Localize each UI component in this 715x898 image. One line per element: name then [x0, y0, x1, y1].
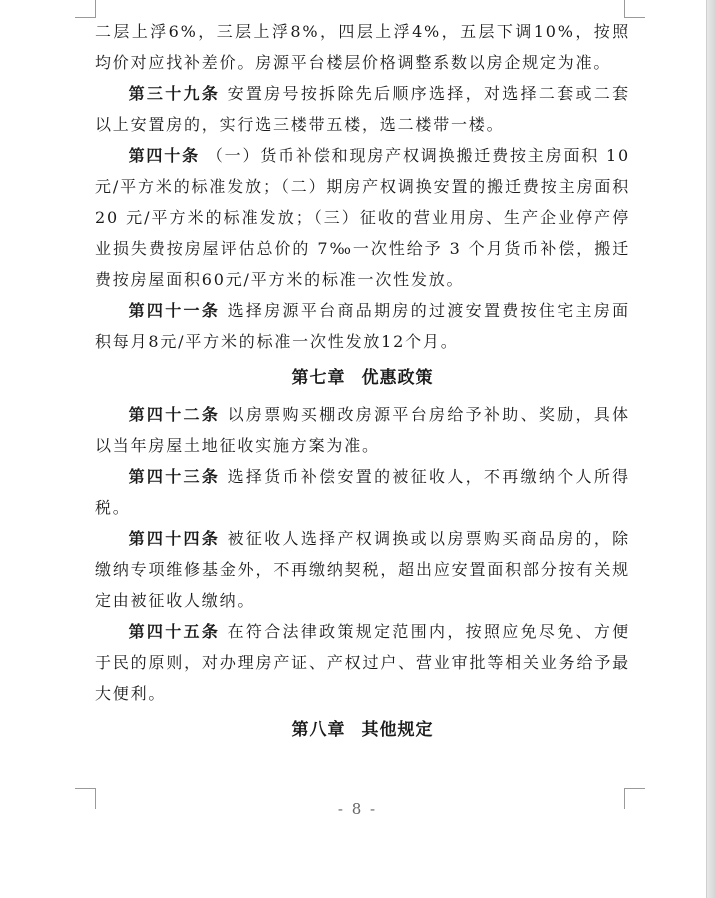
article-label: 第四十条 [128, 146, 200, 165]
crop-mark-top-left [75, 0, 96, 18]
article-text: 以房票购买棚改房源平台房给予补助、奖励，具体以当年房屋土地征收实施方案为准。 [95, 405, 630, 455]
article-40 [95, 140, 630, 295]
page-number: - 8 - [337, 800, 378, 818]
article-text: 安置房号按拆除先后顺序选择，对选择二套或二套以上安置房的，实行选三楼带五楼，选二楼带一楼。 [95, 84, 630, 134]
article-label: 第四十四条 [128, 529, 221, 548]
article-text: （一）货币补偿和现房产权调换搬迁费按主房面积 10 元/平方米的标准发放；（二）期房产权调换安置的搬迁费按主房面积 20 元/平方米的标准发放；（三）征收的营业用房、生产企业停产停业损失费按房屋评估总价的 7‰一次性给予 3 个月货币补偿，搬迁费按房屋面积60元/平方米的标准一次性发放。 [95, 146, 630, 289]
document-body [95, 16, 630, 751]
article-42 [95, 399, 630, 461]
chapter-8-heading [95, 715, 630, 746]
article-label: 第四十三条 [128, 467, 221, 486]
article-39 [95, 78, 630, 140]
article-text: 选择货币补偿安置的被征收人，不再缴纳个人所得税。 [95, 467, 630, 517]
paragraph-continued: 二层上浮6%，三层上浮8%，四层上浮4%，五层下调10%，按照均价对应找补差价。房源平台楼层价格调整系数以房企规定为准。 [95, 22, 630, 72]
article-45 [95, 616, 630, 709]
article-label: 第三十九条 [128, 84, 221, 103]
chapter-title: 其他规定 [361, 720, 434, 740]
article-label: 第四十五条 [128, 622, 221, 641]
article-44 [95, 523, 630, 616]
chapter-number: 第八章 [291, 720, 346, 740]
article-text: 在符合法律政策规定范围内，按照应免尽免、方便于民的原则，对办理房产证、产权过户、营业审批等相关业务给予最大便利。 [95, 622, 630, 703]
window-edge [706, 0, 715, 898]
chapter-7-heading [95, 363, 630, 394]
chapter-number: 第七章 [291, 368, 346, 388]
article-label: 第四十一条 [128, 301, 221, 320]
article-label: 第四十二条 [128, 405, 221, 424]
article-text: 选择房源平台商品期房的过渡安置费按住宅主房面积每月8元/平方米的标准一次性发放12个月。 [95, 301, 630, 351]
article-41 [95, 295, 630, 357]
article-43 [95, 461, 630, 523]
article-text: 被征收人选择产权调换或以房票购买商品房的，除缴纳专项维修基金外，不再缴纳契税，超出应安置面积部分按有关规定由被征收人缴纳。 [95, 529, 630, 610]
chapter-title: 优惠政策 [361, 368, 434, 388]
